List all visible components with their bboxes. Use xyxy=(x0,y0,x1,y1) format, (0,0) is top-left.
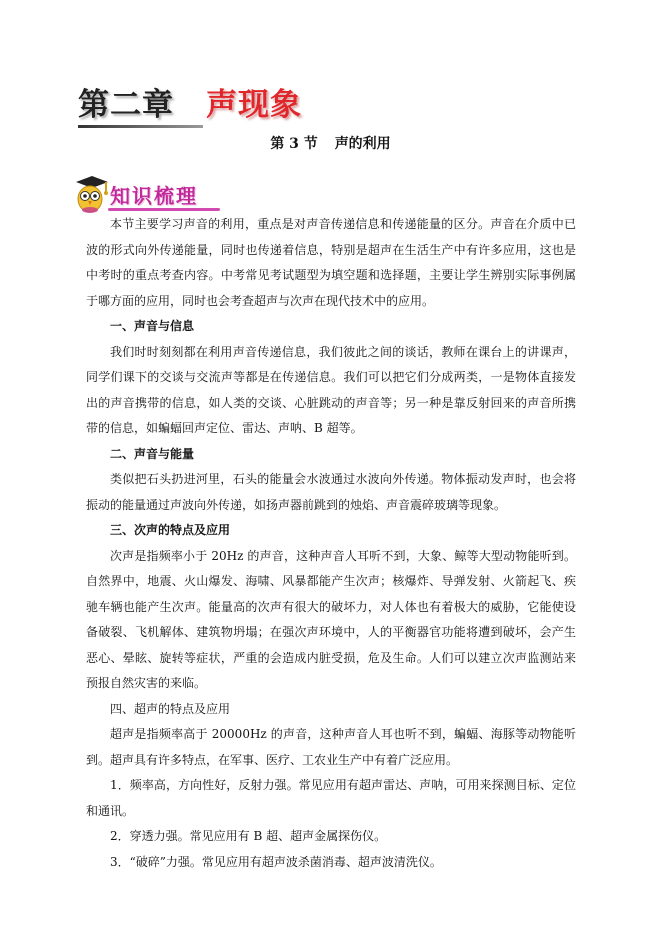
section-heading: 一、声音与信息 xyxy=(110,319,195,333)
banner-underline xyxy=(108,208,220,211)
content-body xyxy=(86,212,576,875)
list-item: 1．频率高，方向性好，反射力强。常见应用有超声雷达、声呐，可用来探测目标、定位和通讯。 xyxy=(86,778,576,818)
paragraph: 超声是指频率高于 20000Hz 的声音，这种声音人耳也听不到，蝙蝠、海豚等动物能听到。超声具有许多特点，在军事、医疗、工农业生产中有着广泛应用。 xyxy=(86,727,576,767)
paragraph: 我们时时刻刻都在利用声音传递信息，我们彼此之间的谈话，教师在课台上的讲课声，同学们课下的交谈与交流声等都是在传递信息。我们可以把它们分成两类，一是物体直接发出的声音携带的信息，如人类的交谈、心脏跳动的声音等；另一种是靠反射回来的声音所携带的信息，如蝙蝠回声定位、雷达、声呐、B 超等。 xyxy=(86,344,576,435)
banner-label: 知识梳理 xyxy=(110,184,198,208)
section-heading: 四、超声的特点及应用 xyxy=(110,701,231,716)
graduate-owl-icon xyxy=(70,172,110,214)
section-title xyxy=(0,133,661,153)
section-heading: 二、声音与能量 xyxy=(110,446,195,461)
paragraph: 次声是指频率小于 20Hz 的声音，这种声音人耳听不到，大象、鲸等大型动物能听到。自然界中，地震、火山爆发、海啸、风暴都能产生次声；核爆炸、导弹发射、火箭起飞、疾驰车辆也能产生次声。能量高的次声有很大的破坏力，对人体也有着极大的威胁，它能使设备破裂、飞机解体、建筑物坍塌；在强次声环境中，人的平衡器官功能将遭到破坏，会产生恶心、晕眩、旋转等症状，严重的会造成内脏受损，危及生命。人们可以建立次声监测站来预报自然灾害的来临。 xyxy=(86,548,576,690)
intro-paragraph: 本节主要学习声音的利用，重点是对声音传递信息和传递能量的区分。声音在介质中已波的形式向外传递能量，同时也传递着信息，特别是超声在生活生产中有许多应用，这也是中考时的重点考查内容。中考常见考试题型为填空题和选择题，主要让学生辨别实际事例属于哪方面的应用，同时也会考查超声与次声在现代技术中的应用。 xyxy=(86,217,576,308)
section-number: 第 3 节 xyxy=(270,136,318,152)
chapter-name: 声现象 xyxy=(206,87,302,123)
list-item: 3．“破碎”力强。常见应用有超声波杀菌消毒、超声波清洗仪。 xyxy=(110,854,442,869)
paragraph: 类似把石头扔进河里，石头的能量会水波通过水波向外传递。物体振动发声时，也会将振动的能量通过声波向外传递，如扬声器前跳到的烛焰、声音震碎玻璃等现象。 xyxy=(86,472,576,512)
list-item: 2．穿透力强。常见应用有 B 超、超声金属探伤仪。 xyxy=(110,829,387,843)
section-name: 声的利用 xyxy=(334,136,391,152)
knowledge-banner xyxy=(70,172,220,214)
chapter-heading xyxy=(78,80,302,124)
chapter-number: 第二章 xyxy=(78,87,174,123)
section-heading: 三、次声的特点及应用 xyxy=(110,523,231,537)
chapter-underline xyxy=(78,125,203,128)
